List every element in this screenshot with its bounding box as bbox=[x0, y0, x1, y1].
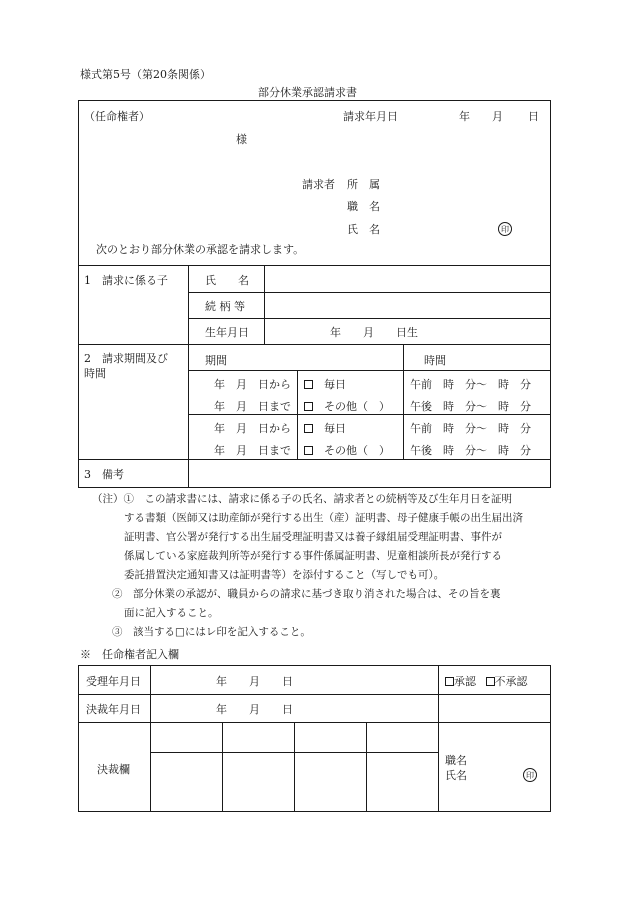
seal-icon: 印 bbox=[498, 222, 512, 236]
period-row-time[interactable]: 午前 時 分～ 時 分 bbox=[410, 378, 531, 391]
period-row-date[interactable]: 年 月 日まで bbox=[214, 444, 291, 457]
period-row-date[interactable]: 年 月 日まで bbox=[214, 400, 291, 413]
child-birth-label: 生年月日 bbox=[205, 326, 249, 339]
decided-date-label: 決裁年月日 bbox=[86, 703, 141, 716]
disapprove-label: 不承認 bbox=[494, 675, 528, 688]
child-relation-label: 続 柄 等 bbox=[205, 300, 245, 313]
approval-options[interactable] bbox=[445, 673, 528, 689]
checkbox-icon[interactable] bbox=[304, 446, 313, 455]
period-row-time[interactable]: 午後 時 分～ 時 分 bbox=[410, 444, 531, 457]
approve-checkbox-icon[interactable] bbox=[445, 677, 454, 686]
note-3: ③ 該当する□にはレ印を記入すること。 bbox=[112, 626, 311, 638]
form-number: 様式第5号（第20条関係） bbox=[80, 68, 211, 81]
remarks-label: 3 備考 bbox=[84, 468, 124, 481]
period-section-label-2: 時間 bbox=[84, 367, 106, 380]
period-row-option[interactable]: その他（ ） bbox=[304, 398, 390, 414]
period-row-option[interactable]: 毎日 bbox=[304, 376, 346, 392]
name-label: 氏 名 bbox=[347, 223, 380, 236]
appointer-section-title: ※ 任命権者記入欄 bbox=[80, 648, 179, 661]
note-2-line: 面に記入すること。 bbox=[124, 607, 219, 619]
request-statement: 次のとおり部分休業の承認を請求します。 bbox=[96, 243, 305, 256]
checkbox-icon[interactable] bbox=[304, 424, 313, 433]
note-1-line: する書類（医師又は助産師が発行する出生（産）証明書、母子健康手帳の出生届出済 bbox=[124, 512, 523, 524]
approver-seal-icon: 印 bbox=[523, 768, 537, 782]
note-1-line: 証明書、官公署が発行する出生届受理証明書又は養子縁組届受理証明書、事件が bbox=[124, 531, 502, 543]
approver-position-label: 職名 bbox=[445, 754, 467, 767]
addressee-honorific: 様 bbox=[236, 133, 247, 146]
received-date-value[interactable]: 年 月 日 bbox=[216, 675, 293, 688]
period-section-label: 2 請求期間及び bbox=[84, 352, 168, 365]
note-1-line: （注）① この請求書には、請求に係る子の氏名、請求者との続柄等及び生年月日を証明 bbox=[92, 493, 512, 505]
approver-name-label: 氏名 bbox=[445, 769, 467, 782]
checkbox-icon[interactable] bbox=[304, 380, 313, 389]
request-date-day[interactable]: 日 bbox=[528, 110, 539, 123]
form-title: 部分休業承認請求書 bbox=[258, 86, 357, 99]
period-row-date[interactable]: 年 月 日から bbox=[214, 378, 291, 391]
period-row-option[interactable]: その他（ ） bbox=[304, 442, 390, 458]
checkbox-icon[interactable] bbox=[304, 402, 313, 411]
note-1-line: 委託措置決定通知書又は証明書等）を添付すること（写しでも可）。 bbox=[124, 569, 445, 581]
note-1-line: 係属している家庭裁判所等が発行する事件係属証明書、児童相談所長が発行する bbox=[124, 550, 502, 562]
period-header: 期間 bbox=[205, 354, 227, 367]
addressee-label: （任命権者） bbox=[84, 110, 150, 123]
requester-label: 請求者 bbox=[302, 178, 335, 191]
period-row-option[interactable]: 毎日 bbox=[304, 420, 346, 436]
period-row-time[interactable]: 午前 時 分～ 時 分 bbox=[410, 422, 531, 435]
decision-label: 決裁欄 bbox=[97, 763, 130, 776]
request-date-year[interactable]: 年 bbox=[459, 110, 470, 123]
period-row-time[interactable]: 午後 時 分～ 時 分 bbox=[410, 400, 531, 413]
child-birth-value[interactable]: 年 月 日生 bbox=[330, 326, 418, 339]
request-date-month[interactable]: 月 bbox=[492, 110, 503, 123]
child-name-label: 氏 名 bbox=[205, 274, 249, 287]
child-section-label: 1 請求に係る子 bbox=[84, 274, 168, 287]
position-label: 職 名 bbox=[347, 200, 380, 213]
request-date-label: 請求年月日 bbox=[343, 110, 398, 123]
received-date-label: 受理年月日 bbox=[86, 675, 141, 688]
period-row-date[interactable]: 年 月 日から bbox=[214, 422, 291, 435]
note-2-line: ② 部分休業の承認が、職員からの請求に基づき取り消された場合は、その旨を裏 bbox=[112, 588, 501, 600]
affiliation-label: 所 属 bbox=[347, 178, 380, 191]
time-header: 時間 bbox=[424, 354, 446, 367]
disapprove-checkbox-icon[interactable] bbox=[486, 677, 495, 686]
approve-label: 承認 bbox=[454, 675, 476, 688]
decided-date-value[interactable]: 年 月 日 bbox=[216, 703, 293, 716]
